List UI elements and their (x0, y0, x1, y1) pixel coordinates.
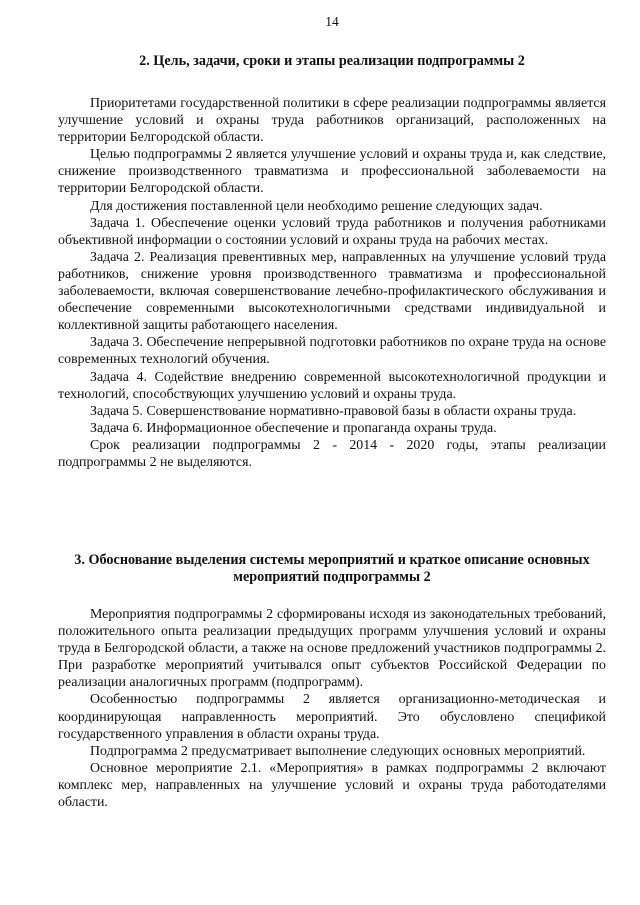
section-3-paragraph: Мероприятия подпрограммы 2 сформированы исходя из законодательных требований, положительного опыта реализации предыдущих программ улучшения условий и охраны труда в Белгородской области, а также на основе предложений участников подпрограммы 2. При разработке мероприятий учитывался опыт субъектов Российской Федерации по реализации аналогичных программ (подпрограмм). (58, 607, 606, 691)
section-2-paragraph: Приоритетами государственной политики в сфере реализации подпрограммы является улучшение условий и охраны труда работников организаций, расположенных на территории Белгородской области. (58, 96, 606, 146)
section-2-body (58, 95, 606, 471)
section-2-task-4: Задача 4. Содействие внедрению современной высокотехнологичной продукции и технологий, способствующих улучшению условий и охраны труда. (58, 369, 606, 402)
section-2-paragraph: Срок реализации подпрограммы 2 - 2014 - 2020 годы, этапы реализации подпрограммы 2 не выделяются. (58, 437, 606, 470)
section-2-task-1: Задача 1. Обеспечение оценки условий труда работников и получения работниками объективной информации о состоянии условий и охраны труда на рабочих местах. (58, 215, 606, 248)
document-page (58, 0, 606, 905)
section-3-paragraph: Основное мероприятие 2.1. «Мероприятия» в рамках подпрограммы 2 включают комплекс мер, направленных на улучшение условий и охраны труда работодателями области. (58, 760, 606, 811)
section-2-paragraph: Для достижения поставленной цели необходимо решение следующих задач. (90, 198, 543, 214)
section-2-task-6: Задача 6. Информационное обеспечение и пропаганда охраны труда. (90, 420, 497, 436)
section-2-title: 2. Цель, задачи, сроки и этапы реализации подпрограммы 2 (139, 53, 525, 69)
section-3-paragraph: Подпрограмма 2 предусматривает выполнение следующих основных мероприятий. (90, 743, 586, 759)
page-number: 14 (325, 14, 339, 29)
section-3-paragraph: Особенностью подпрограммы 2 является организационно-методическая и координирующая направленность мероприятий. Это обусловлено спецификой государственного управления в области охраны труда. (58, 692, 606, 742)
section-3-title: 3. Обоснование выделения системы мероприятий и краткое описание основных мероприятий подпрограммы 2 (74, 552, 590, 585)
section-2-task-2: Задача 2. Реализация превентивных мер, направленных на улучшение условий труда работников, снижение уровня производственного травматизма и профессиональной заболеваемости, включая совершенствование лечебно-профилактического обслуживания и обеспечение современными высокотехнологичными средствами индивидуальной и коллективной защиты работающего населения. (58, 249, 606, 334)
section-2-task-5: Задача 5. Совершенствование нормативно-правовой базы в области охраны труда. (90, 403, 577, 419)
section-3-body (58, 606, 606, 811)
section-2-task-3: Задача 3. Обеспечение непрерывной подготовки работников по охране труда на основе современных технологий обучения. (58, 335, 606, 368)
section-2-paragraph: Целью подпрограммы 2 является улучшение условий и охраны труда и, как следствие, снижение производственного травматизма и профессиональной заболеваемости на территории Белгородской области. (58, 147, 606, 197)
